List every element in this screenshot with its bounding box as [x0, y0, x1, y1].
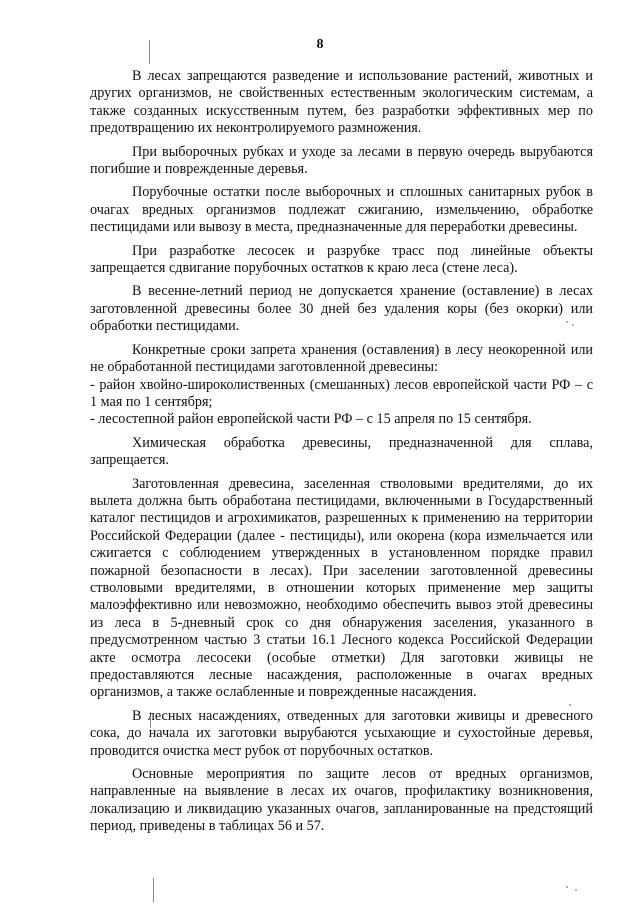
paragraph-resin-tapping: В лесных насаждениях, отведенных для заготовки живицы и древесного сока, до начала их заготовки вырубаются усыхающие и сухостойные деревья, проводится очистка мест рубок от порубочных остатков.: [90, 707, 593, 759]
scan-speck: [575, 889, 577, 891]
paragraph-storage-period: В весенне-летний период не допускается хранение (оставление) в лесах заготовленной древесины более 30 дней без удаления коры (без окорки) или обработки пестицидами.: [90, 283, 593, 335]
paragraph-invasive-species: В лесах запрещаются разведение и использование растений, животных и других организмов, не свойственных естественным экологическим системам, а также созданных искусственным путем, без разработки эффективных мер по предотвращению их неконтролируемого размножения.: [90, 68, 593, 137]
paragraph-storage-terms: Конкретные сроки запрета хранения (оставления) в лесу неокоренной или не обработанной пестицидами заготовленной древесины:: [90, 341, 593, 376]
paragraph-protection-measures: Основные мероприятия по защите лесов от вредных организмов, направленные на выявление в лесах их очагов, профилактику возникновения, локализацию и ликвидацию указанных очагов, запланированные на предстоящий период, приведены в таблицах 56 и 57.: [90, 766, 593, 835]
scan-margin-line-bottom: [153, 878, 154, 902]
body-text: [90, 68, 593, 842]
scan-speck: [566, 886, 568, 888]
paragraph-linear-objects: При разработке лесосек и разрубке трасс под линейные объекты запрещается сдвигание порубочных остатков к краю леса (стене леса).: [90, 242, 593, 277]
list-item-forest-steppe: - лесостепной район европейской части РФ – с 15 апреля по 15 сентября.: [90, 411, 532, 428]
paragraph-selective-felling: При выборочных рубках и уходе за лесами в первую очередь вырубаются погибшие и поврежденные деревья.: [90, 143, 593, 178]
paragraph-logging-residues: Порубочные остатки после выборочных и сплошных санитарных рубок в очагах вредных организмов подлежат сжиганию, измельчению, обработке пестицидами или вывозу в места, предназначенные для переработки древесины.: [90, 184, 593, 236]
list-item-mixed-forests: - район хвойно-широколиственных (смешанных) лесов европейской части РФ – с 1 мая по 1 сентября;: [90, 376, 593, 410]
page-number: 8: [316, 37, 324, 52]
paragraph-pest-infested-wood: Заготовленная древесина, заселенная стволовыми вредителями, до их вылета должна быть обработана пестицидами, включенными в Государственный каталог пестицидов и агрохимикатов, разрешенных к применению на территории Российской Федерации (далее - пестициды), или окорена (кора измельчается или сжигается с соблюдением утвержденных в установленном порядке правил пожарной безопасности в лесах). При заселении заготовленной древесины стволовыми вредителями, в отношении которых применение мер защиты малоэффективно или невозможно, необходимо обеспечить вывоз этой древесины из леса в 5-дневный срок со дня обнаружения заселения, указанного в предусмотренном частью 3 статьи 16.1 Лесного кодекса Российской Федерации акте осмотра лесосеки (особые отметки) Для заготовки живицы не предоставляются лесные насаждения, расположенные в очагах вредных организмов, а также ослабленные и поврежденные насаждения.: [90, 475, 593, 701]
paragraph-chemical-treatment: Химическая обработка древесины, предназначенной для сплава, запрещается.: [90, 434, 593, 469]
